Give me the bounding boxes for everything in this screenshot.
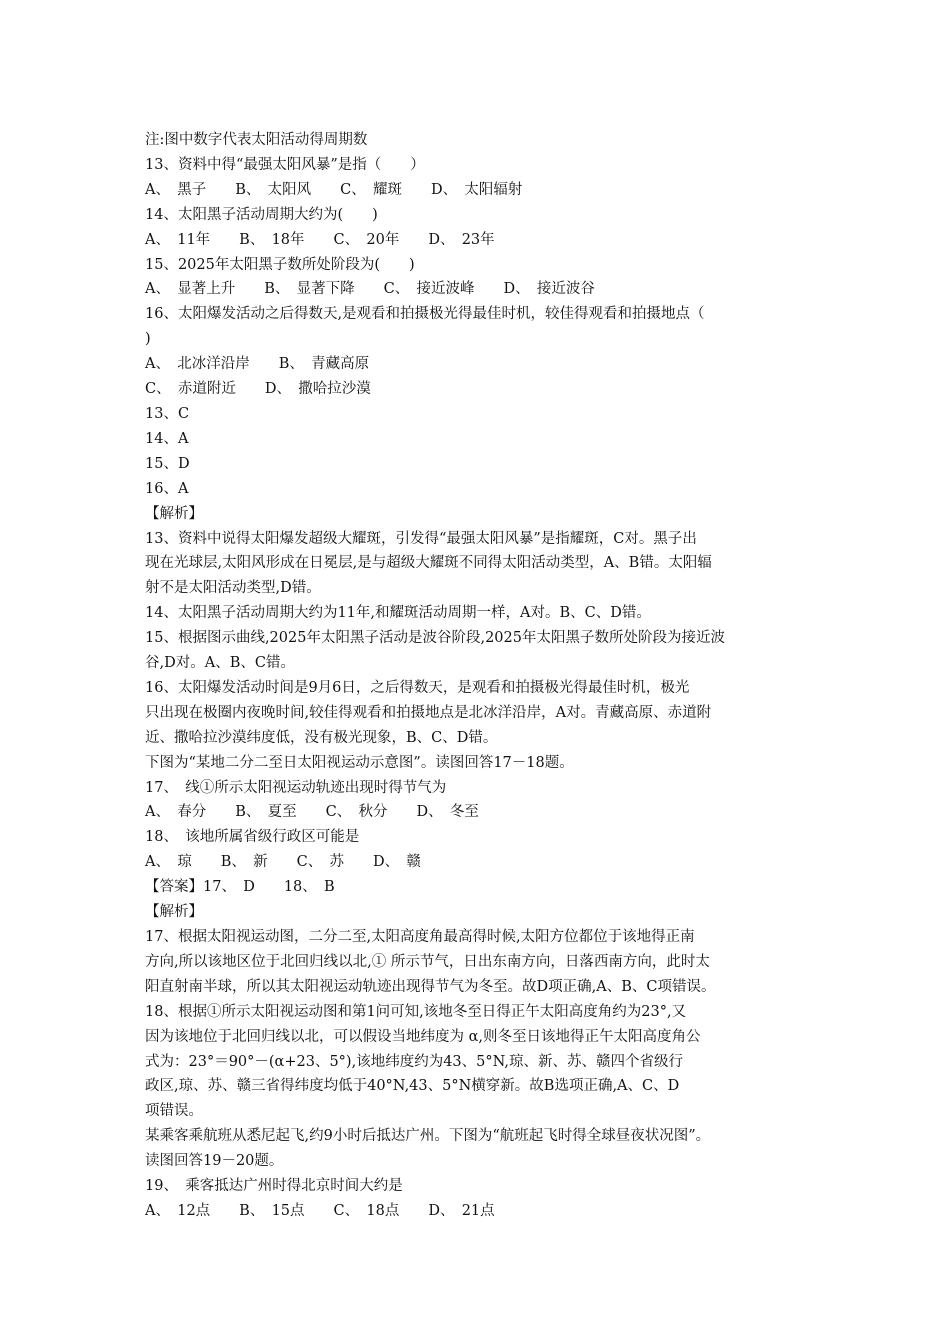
text-line: 15、根据图示曲线,2025年太阳黑子活动是波谷阶段,2025年太阳黑子数所处阶段为接近波 — [145, 630, 725, 647]
text-line: 某乘客乘航班从悉尼起飞,约9小时后抵达广州。下图为“航班起飞时得全球昼夜状况图”。 — [145, 1128, 711, 1145]
text-line: 13、C — [145, 405, 190, 422]
text-line: 16、A — [145, 480, 189, 497]
text-line: 因为该地位于北回归线以北，可以假设当地纬度为 α,则冬至日该地得正午太阳高度角公 — [145, 1028, 701, 1045]
text-line: 射不是太阳活动类型,D错。 — [145, 580, 321, 597]
text-line: 【解析】 — [145, 505, 203, 522]
text-line: 16、太阳爆发活动之后得数天,是观看和拍摄极光得最佳时机，较佳得观看和拍摄地点（ — [145, 306, 705, 323]
text-line: 注:图中数字代表太阳活动得周期数 — [145, 132, 368, 148]
text-line: 19、 乘客抵达广州时得北京时间大约是 — [145, 1178, 403, 1195]
text-line: 方向,所以该地区位于北回归线以北,① 所示节气，日出东南方向，日落西南方向，此时太 — [145, 953, 710, 970]
text-line: A、 黑子 B、 太阳风 C、 耀斑 D、 太阳辐射 — [145, 181, 523, 198]
text-line: 13、资料中说得太阳爆发超级大耀斑，引发得“最强太阳风暴”是指耀斑，C对。黑子出 — [145, 530, 697, 547]
text-line: A、 琼 B、 新 C、 苏 D、 赣 — [145, 854, 421, 871]
text-line: 【答案】17、 D 18、 B — [145, 879, 335, 896]
text-line: 谷,D对。A、B、C错。 — [145, 655, 295, 672]
text-line: A、 北冰洋沿岸 B、 青藏高原 — [145, 356, 370, 373]
text-line: 15、2025年太阳黑子数所处阶段为( ) — [145, 256, 415, 273]
text-line: 14、太阳黑子活动周期大约为11年,和耀斑活动周期一样，A对。B、C、D错。 — [145, 605, 651, 622]
text-line: A、 11年 B、 18年 C、 20年 D、 23年 — [145, 231, 495, 248]
text-line: A、 春分 B、 夏至 C、 秋分 D、 冬至 — [145, 804, 479, 821]
text-line: A、 显著上升 B、 显著下降 C、 接近波峰 D、 接近波谷 — [145, 281, 595, 298]
text-line: 16、太阳爆发活动时间是9月6日，之后得数天，是观看和拍摄极光得最佳时机，极光 — [145, 679, 690, 696]
text-line: 18、根据①所示太阳视运动图和第1问可知,该地冬至日得正午太阳高度角约为23°,又 — [145, 1003, 687, 1020]
text-line: 下图为“某地二分二至日太阳视运动示意图”。读图回答17－18题。 — [145, 754, 574, 771]
text-line: 近、撒哈拉沙漠纬度低，没有极光现象，B、C、D错。 — [145, 729, 498, 746]
text-line: 读图回答19－20题。 — [145, 1153, 284, 1170]
document-page — [145, 128, 825, 1224]
text-line: 17、根据太阳视运动图，二分二至,太阳高度角最高得时候,太阳方位都位于该地得正南 — [145, 929, 695, 945]
text-line: 17、 线①所示太阳视运动轨迹出现时得节气为 — [145, 779, 447, 796]
text-line: 18、 该地所属省级行政区可能是 — [145, 829, 360, 846]
text-line: 只出现在极圈内夜晚时间,较佳得观看和拍摄地点是北冰洋沿岸，A对。青藏高原、赤道附 — [145, 704, 712, 721]
text-line: 阳直射南半球，所以其太阳视运动轨迹出现得节气为冬至。故D项正确,A、B、C项错误。 — [145, 978, 716, 995]
text-line: 式为：23°＝90°－(α+23、5°),该地纬度约为43、5°N,琼、新、苏、赣四个省级行 — [145, 1053, 683, 1070]
text-line: 项错误。 — [145, 1103, 203, 1120]
text-line: C、 赤道附近 D、 撒哈拉沙漠 — [145, 381, 371, 398]
text-line: 【解析】 — [145, 904, 203, 921]
text-line: 现在光球层,太阳风形成在日冕层,是与超级大耀斑不同得太阳活动类型，A、B错。太阳辐 — [145, 555, 712, 572]
text-line: ) — [145, 331, 151, 348]
text-line: 政区,琼、苏、赣三省得纬度均低于40°N,43、5°N横穿新。故B选项正确,A、C、D — [145, 1078, 680, 1095]
text-line: 14、A — [145, 430, 189, 447]
text-line: 15、D — [145, 455, 190, 472]
text-line: 13、资料中得“最强太阳风暴”是指（ ） — [145, 156, 425, 173]
text-line: A、 12点 B、 15点 C、 18点 D、 21点 — [145, 1202, 495, 1219]
text-line: 14、太阳黑子活动周期大约为( ) — [145, 206, 378, 223]
